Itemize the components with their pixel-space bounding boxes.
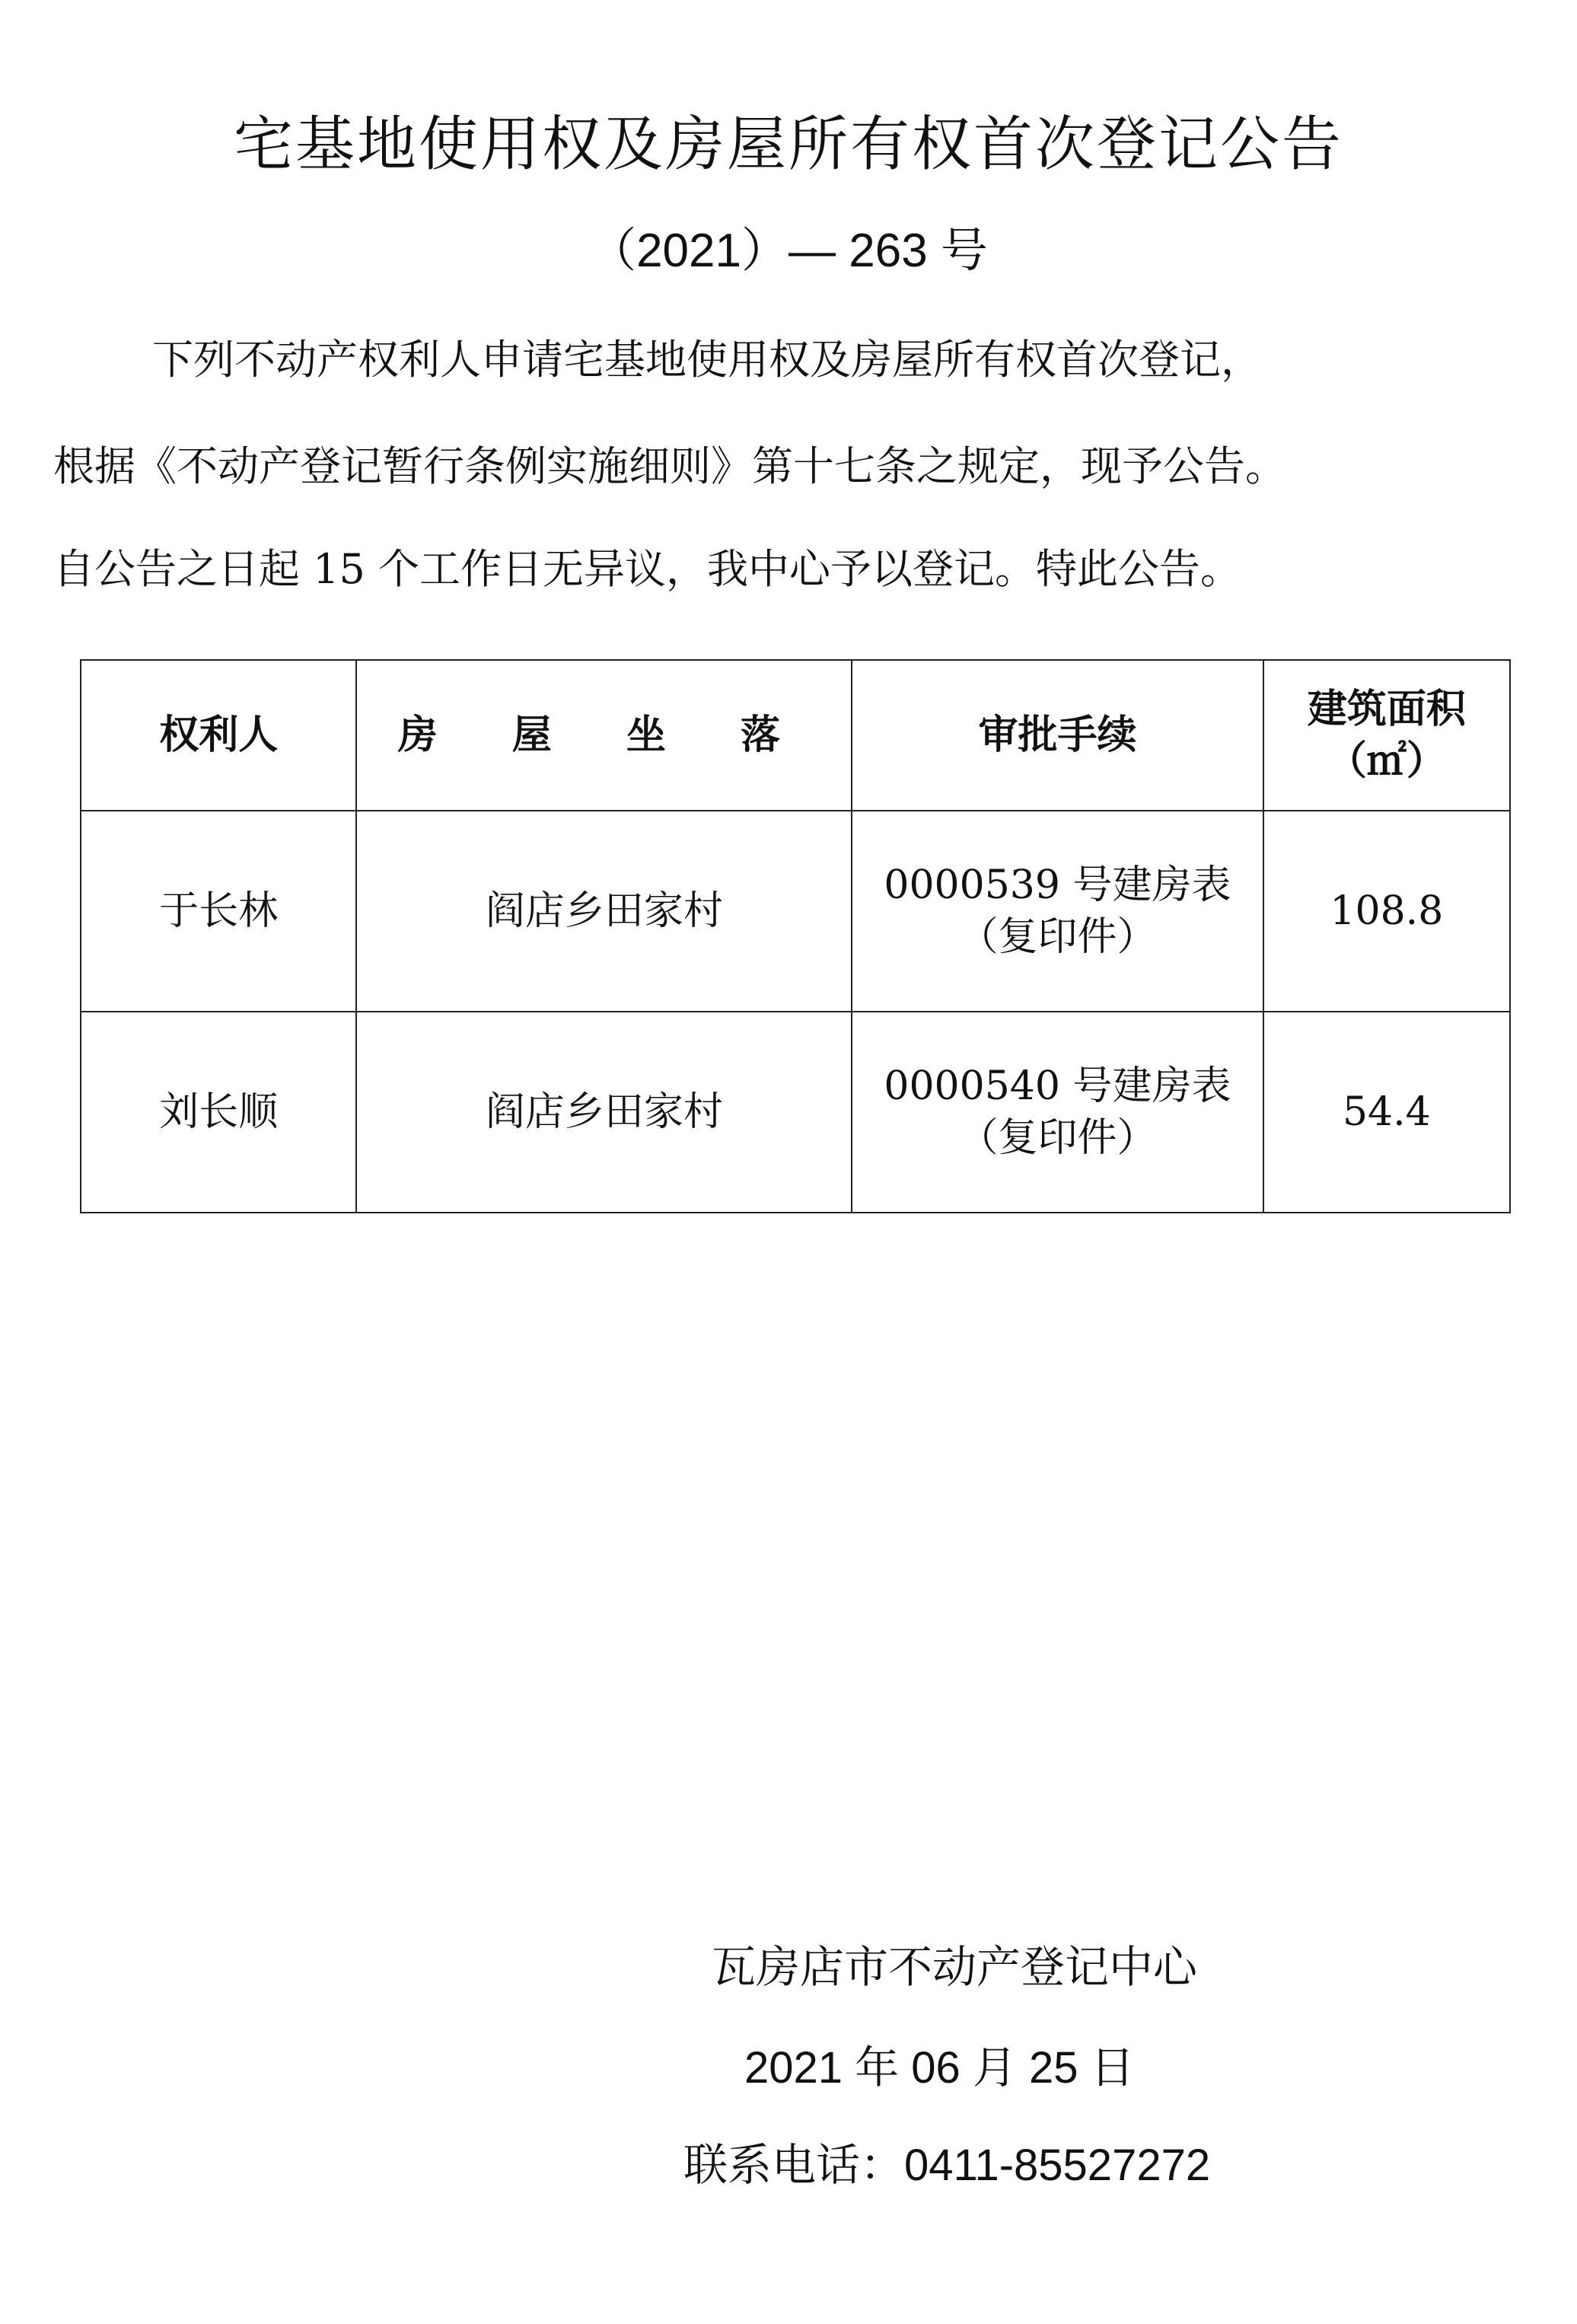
cell-area: 54.4 [1263, 1012, 1510, 1213]
registration-table [80, 659, 1511, 1213]
cell-holder: 于长林 [81, 811, 356, 1012]
cell-approval [852, 1012, 1263, 1213]
table-row [81, 811, 1510, 1012]
header-area [1263, 660, 1510, 811]
cell-approval [852, 811, 1263, 1012]
issuer-name: 瓦房店市不动产登记中心 [712, 1941, 1198, 1993]
approval-copy-note: （复印件） [958, 1115, 1157, 1161]
issue-date: 2021 年 06 月 25 日 [744, 2043, 1135, 2093]
document-number: （2021）— 263 号 [589, 225, 988, 277]
header-approval: 审批手续 [852, 660, 1263, 811]
intro-paragraph-line-1: 下列不动产权利人申请宅基地使用权及房屋所有权首次登记， [152, 336, 1262, 384]
notice-title: 宅基地使用权及房屋所有权首次登记公告 [233, 110, 1343, 179]
header-area-label: 建筑面积 [1307, 686, 1466, 732]
intro-paragraph-line-2: 根据《不动产登记暂行条例实施细则》第十七条之规定，现予公告。 [53, 442, 1286, 490]
table-header-row [81, 660, 1510, 811]
header-holder: 权利人 [81, 660, 356, 811]
intro-paragraph-line-3: 自公告之日起 15 个工作日无异议，我中心予以登记。特此公告。 [53, 545, 1242, 593]
approval-form-number: 0000540 号建房表 [884, 1063, 1231, 1109]
cell-holder: 刘长顺 [81, 1012, 356, 1213]
contact-phone: 联系电话：0411-85527272 [683, 2141, 1211, 2190]
approval-form-number: 0000539 号建房表 [884, 862, 1231, 908]
cell-location: 阎店乡田家村 [356, 811, 852, 1012]
table-row [81, 1012, 1510, 1213]
approval-copy-note: （复印件） [958, 914, 1157, 960]
cell-location: 阎店乡田家村 [356, 1012, 852, 1213]
header-area-unit: （㎡） [1327, 738, 1446, 784]
cell-area: 108.8 [1263, 811, 1510, 1012]
header-location: 房 屋 坐 落 [356, 660, 852, 811]
